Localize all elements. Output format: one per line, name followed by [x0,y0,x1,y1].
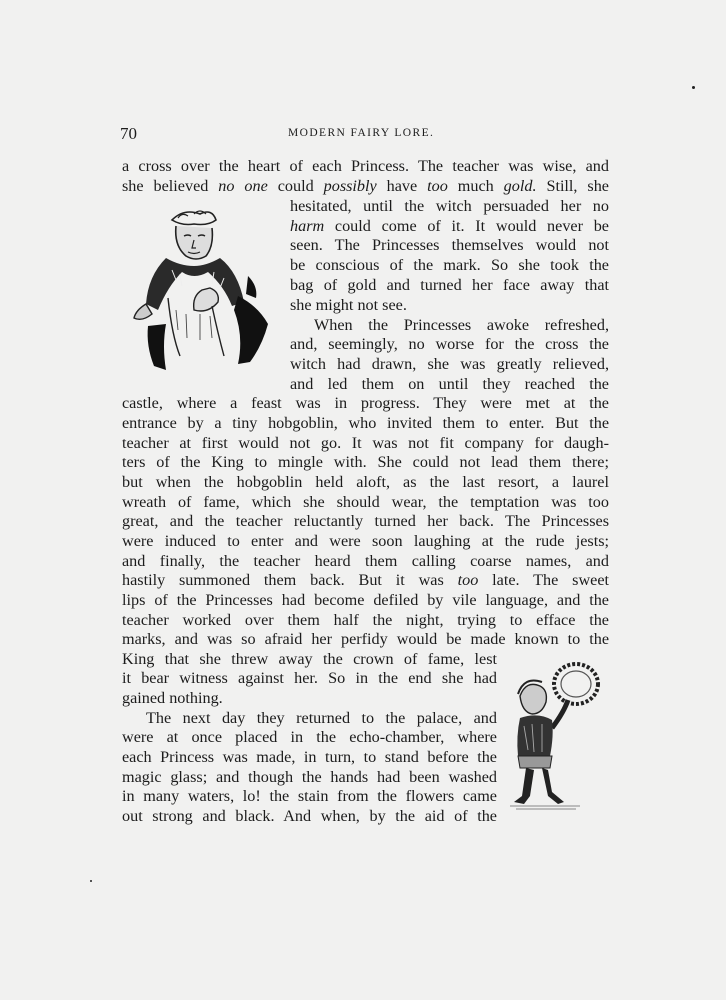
text-line: great, and the teacher reluctantly turned her back. The Princesses [122,512,609,530]
text-line: she believed no one could possibly have too much gold. Still, she [122,177,609,195]
text-line: each Princess was made, in turn, to stand before the [122,748,497,766]
text-line: and led them on until they reached the [290,375,609,393]
text-line: magic glass; and though the hands had been washed [122,768,497,786]
text-line: a cross over the heart of each Princess. The teacher was wise, and [122,157,609,175]
text-line: seen. The Princesses themselves would not [290,236,609,254]
text-line: entrance by a tiny hobgoblin, who invited them to enter. But the [122,414,609,432]
text-line: witch had drawn, she was greatly relieved, [290,355,609,373]
text-line: When the Princesses awoke refreshed, [314,316,609,334]
speck [90,880,92,882]
hobgoblin-with-wreath-illustration [506,656,602,812]
text-line: and, seemingly, no worse for the cross the [290,335,609,353]
page-number: 70 [120,124,137,143]
text-line: marks, and was so afraid her perfidy would be made known to the [122,630,609,648]
text-line: harm could come of it. It would never be [290,217,609,235]
page-header [120,124,610,146]
text-line: gained nothing. [122,689,223,707]
text-line: were induced to enter and were soon laughing at the rude jests; [122,532,609,550]
text-line: hesitated, until the witch persuaded her no [290,197,609,215]
text-line: hastily summoned them back. But it was too late. The sweet [122,571,609,589]
text-line: teacher worked over them half the night, trying to efface the [122,611,609,629]
text-line: but when the hobgoblin held aloft, as the last resort, a laurel [122,473,609,491]
text-line: lips of the Princesses had become defiled by vile language, and the [122,591,609,609]
text-line: and finally, the teacher heard them calling coarse names, and [122,552,609,570]
witch-illustration [128,206,280,376]
running-title: MODERN FAIRY LORE. [288,127,435,139]
text-line: be conscious of the mark. So she took the [290,256,609,274]
text-line: castle, where a feast was in progress. They were met at the [122,394,609,412]
text-line: it bear witness against her. So in the end she had [122,669,497,687]
text-line: bag of gold and turned her face away that [290,276,609,294]
text-line: King that she threw away the crown of fame, lest [122,650,497,668]
text-line: out strong and black. And when, by the aid of the [122,807,497,825]
text-line: teacher at first would not go. It was not fit company for daugh- [122,434,609,452]
text-line: she might not see. [290,296,407,314]
text-line: The next day they returned to the palace, and [146,709,497,727]
text-line: ters of the King to mingle with. She could not lead them there; [122,453,609,471]
text-line: wreath of fame, which she should wear, the temptation was too [122,493,609,511]
text-line: in many waters, lo! the stain from the flowers came [122,787,497,805]
text-line: were at once placed in the echo-chamber, where [122,728,497,746]
speck [692,86,695,89]
